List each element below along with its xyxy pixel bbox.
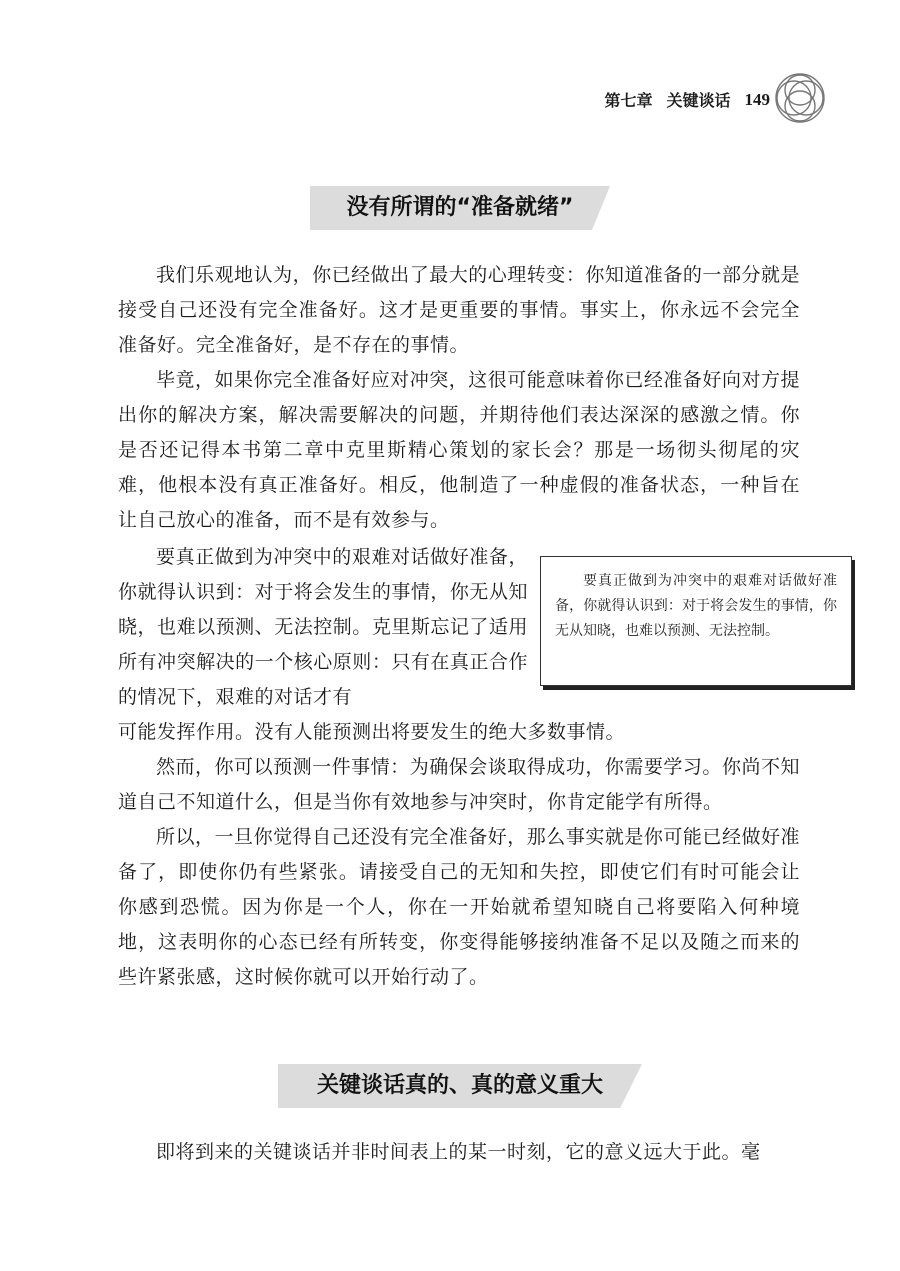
- paragraph: 所以，一旦你觉得自己还没有完全准备好，那么事实就是你可能已经做好准备了，即使你仍有些紧张。请接受自己的无知和失控，即使它们有时可能会让你感到恐慌。因为你是一个人，你在一开始就希望知晓自己将要陷入何种境地，这表明你的心态已经有所转变，你变得能够接纳准备不足以及随之而来的些许紧张感，这时候你就可以开始行动了。: [118, 826, 800, 988]
- body-text-block-3: [118, 1135, 800, 1170]
- chapter-label: 第七章: [604, 91, 653, 110]
- circles-logo-icon: [770, 70, 830, 126]
- paragraph: 要真正做到为冲突中的艰难对话做好准备，你就得认识到：对于将会发生的事情，你无从知晓，也难以预测、无法控制。克里斯忘记了适用所有冲突解决的一个核心原则：只有在真正合作的情况下，艰难的对话才有: [118, 546, 528, 708]
- chapter-title: 关键谈话: [666, 91, 731, 110]
- section-title-text: 关键谈话真的、真的意义重大: [316, 1073, 603, 1098]
- paragraph: 即将到来的关键谈话并非时间表上的某一时刻，它的意义远大于此。毫: [156, 1141, 761, 1163]
- section-title-key-conversation: [278, 1064, 642, 1108]
- page-number: 149: [744, 89, 770, 109]
- section-title-text: 没有所谓的“准备就绪”: [346, 195, 574, 220]
- section-title-not-ready: [310, 186, 610, 230]
- paragraph: 毕竟，如果你完全准备好应对冲突，这很可能意味着你已经准备好向对方提出你的解决方案，解决需要解决的问题，并期待他们表达深深的感激之情。你是否还记得本书第二章中克里斯精心策划的家长会？那是一场彻头彻尾的灾难，他根本没有真正准备好。相反，他制造了一种虚假的准备状态，一种旨在让自己放心的准备，而不是有效参与。: [118, 369, 800, 531]
- body-text-block-2: [118, 715, 800, 995]
- body-text-wrapped: [118, 540, 528, 715]
- paragraph: 我们乐观地认为，你已经做出了最大的心理转变：你知道准备的一部分就是接受自己还没有完全准备好。这才是更重要的事情。事实上，你永远不会完全准备好。完全准备好，是不存在的事情。: [118, 264, 800, 356]
- running-header: [604, 88, 770, 111]
- paragraph: 然而，你可以预测一件事情：为确保会谈取得成功，你需要学习。你尚不知道自己不知道什么，但是当你有效地参与冲突时，你肯定能学有所得。: [118, 756, 800, 813]
- paragraph: 可能发挥作用。没有人能预测出将要发生的绝大多数事情。: [118, 721, 626, 743]
- pull-quote-box: 要真正做到为冲突中的艰难对话做好准备，你就得认识到：对于将会发生的事情，你无从知晓，也难以预测、无法控制。: [540, 556, 852, 686]
- body-text-block-1: [118, 258, 800, 538]
